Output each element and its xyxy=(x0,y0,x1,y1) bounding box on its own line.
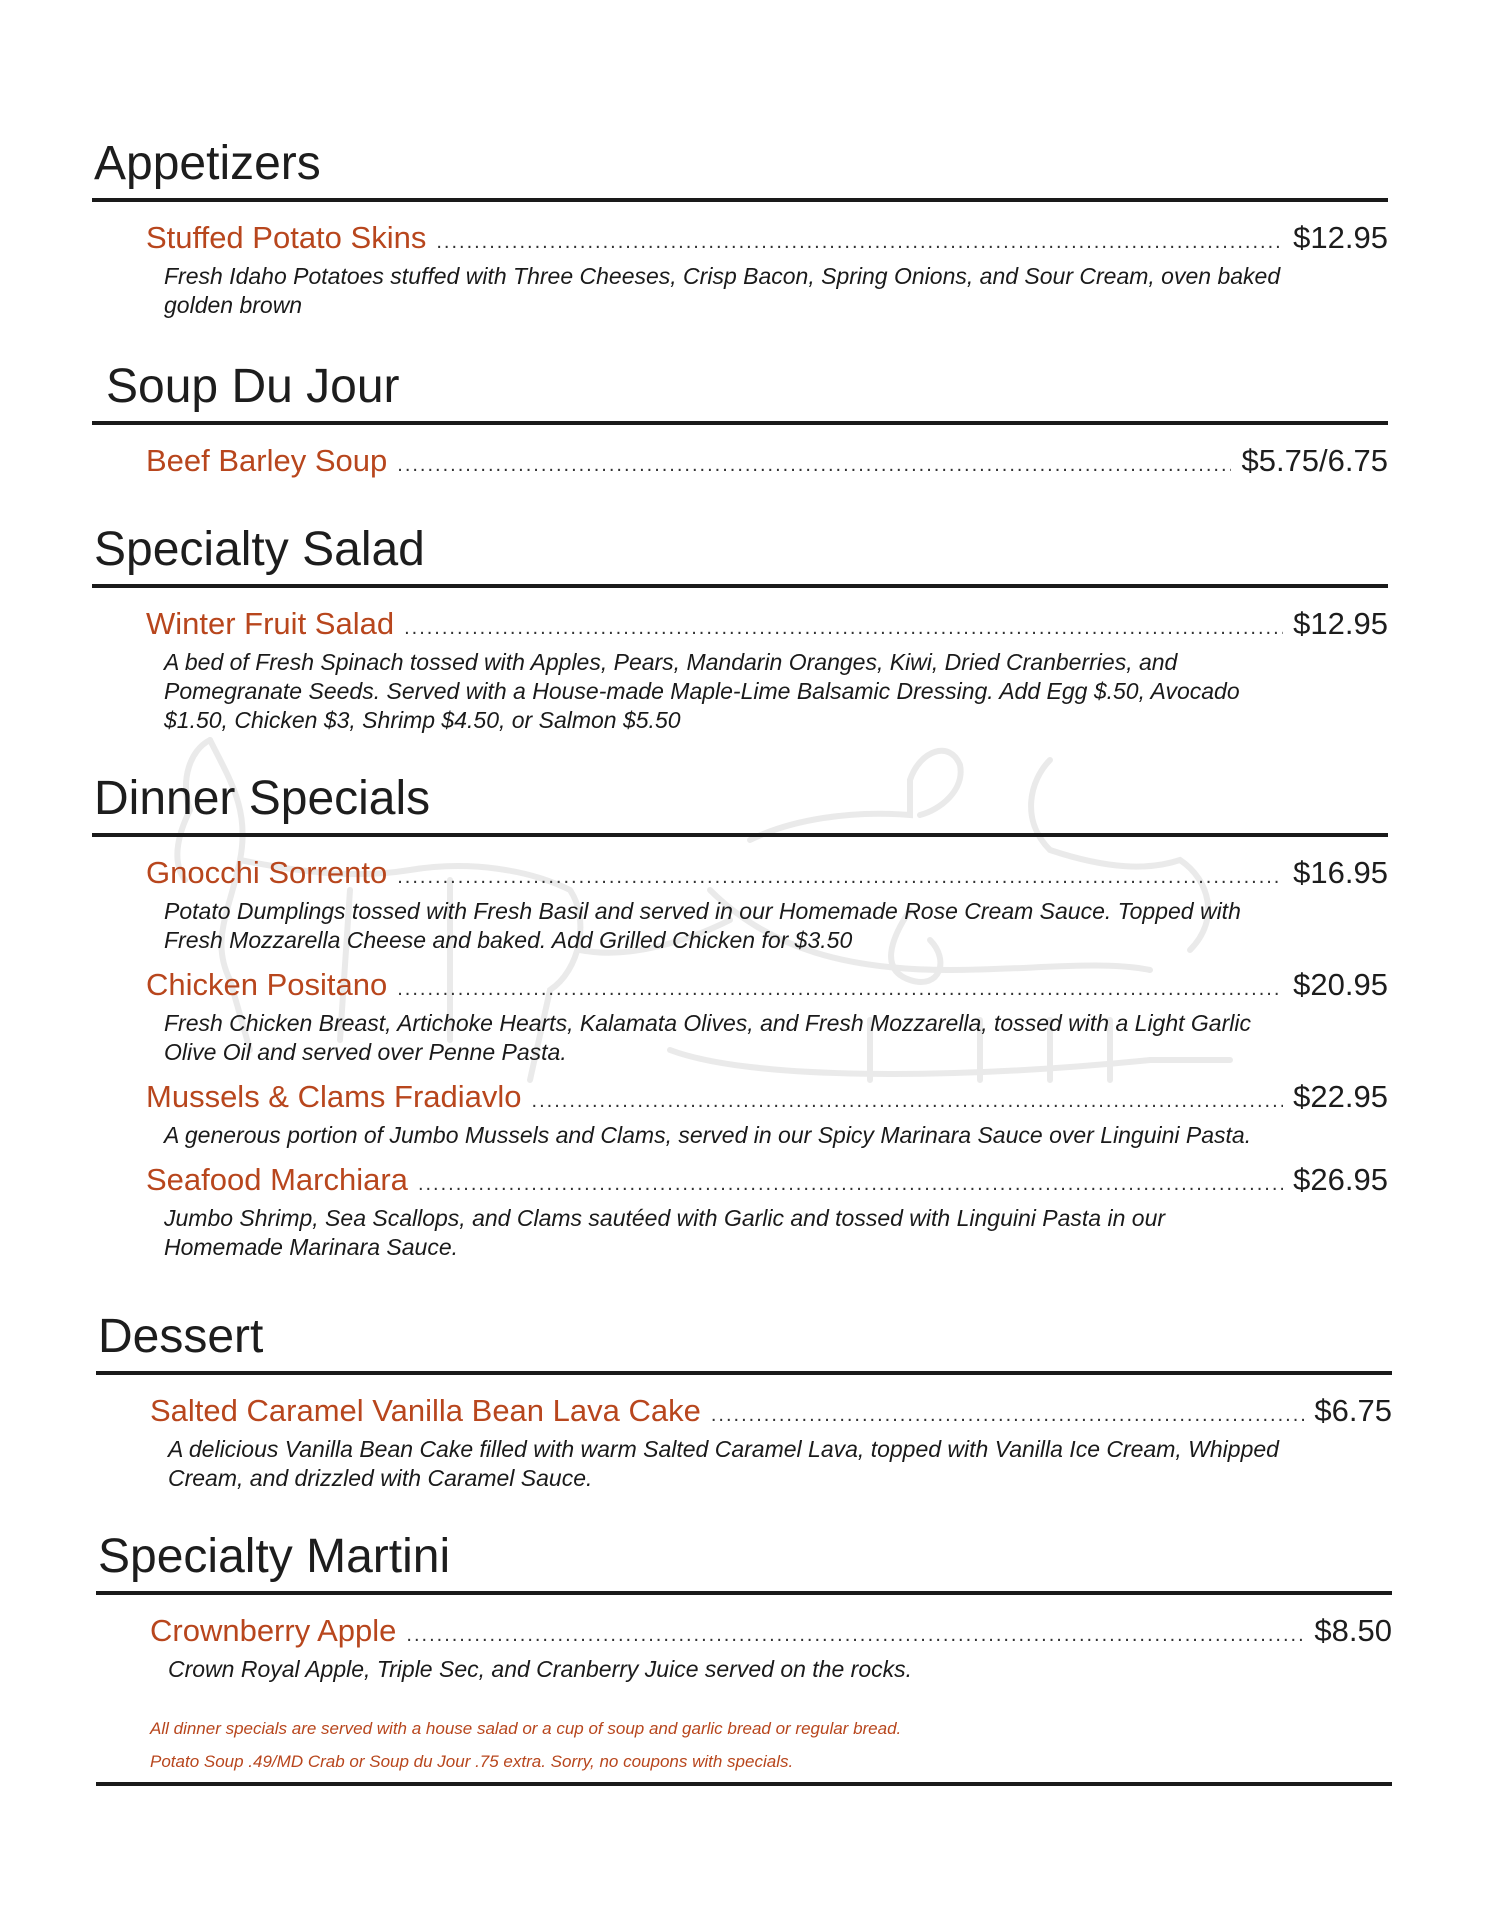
footer-notes xyxy=(96,1712,1392,1786)
dot-leader xyxy=(418,1166,1283,1202)
section-dinner-specials xyxy=(92,772,1388,1262)
dot-leader xyxy=(397,859,1283,895)
item-price: $26.95 xyxy=(1293,1162,1388,1197)
section-divider xyxy=(92,584,1388,588)
item-price: $22.95 xyxy=(1293,1079,1388,1114)
item-description: A generous portion of Jumbo Mussels and Clams, served in our Spicy Marinara Sauce over Linguini Pasta. xyxy=(164,1122,1252,1148)
footer-divider xyxy=(96,1782,1392,1786)
item-price: $5.75/6.75 xyxy=(1241,443,1388,478)
section-dessert xyxy=(96,1310,1392,1493)
item-name: Beef Barley Soup xyxy=(146,443,388,478)
dot-leader xyxy=(397,447,1231,483)
item-description: Crown Royal Apple, Triple Sec, and Cranberry Juice served on the rocks. xyxy=(168,1656,912,1682)
menu-item xyxy=(150,1613,1392,1684)
item-name: Gnocchi Sorrento xyxy=(146,855,388,890)
menu-item xyxy=(146,967,1388,1067)
section-divider xyxy=(96,1591,1392,1595)
item-name: Mussels & Clams Fradiavlo xyxy=(146,1079,522,1114)
dot-leader xyxy=(404,610,1283,646)
section-title: Specialty Martini xyxy=(98,1530,451,1583)
item-name: Seafood Marchiara xyxy=(146,1162,408,1197)
item-description: A bed of Fresh Spinach tossed with Apples, Pears, Mandarin Oranges, Kiwi, Dried Cranberries, and Pomegranate Seeds. Served with a House-made Maple-Lime Balsamic Dressing. Add Egg $.50, Avocado $1.50, Chicken $3, Shrimp $4.50, or Salmon $5.50 xyxy=(164,649,1240,733)
item-description: Fresh Idaho Potatoes stuffed with Three Cheeses, Crisp Bacon, Spring Onions, and Sour Cream, oven baked golden brown xyxy=(164,263,1281,318)
footer-note-line: Potato Soup .49/MD Crab or Soup du Jour .75 extra. Sorry, no coupons with specials. xyxy=(150,1752,794,1771)
section-title: Soup Du Jour xyxy=(106,360,400,413)
item-description: A delicious Vanilla Bean Cake filled with warm Salted Caramel Lava, topped with Vanilla Ice Cream, Whipped Cream, and drizzled with Caramel Sauce. xyxy=(168,1436,1279,1491)
item-name: Chicken Positano xyxy=(146,967,388,1002)
menu-item xyxy=(146,1162,1388,1262)
item-name: Stuffed Potato Skins xyxy=(146,220,427,255)
menu-item xyxy=(146,855,1388,955)
section-title: Dessert xyxy=(98,1310,264,1363)
menu-item xyxy=(146,443,1388,483)
menu-item xyxy=(146,220,1388,320)
section-title: Specialty Salad xyxy=(94,523,425,576)
section-divider xyxy=(92,198,1388,202)
menu-item xyxy=(150,1393,1392,1493)
item-name: Winter Fruit Salad xyxy=(146,606,395,641)
dot-leader xyxy=(397,971,1283,1007)
dot-leader xyxy=(406,1617,1304,1653)
item-price: $12.95 xyxy=(1293,220,1388,255)
item-price: $8.50 xyxy=(1314,1613,1392,1648)
section-title: Appetizers xyxy=(94,137,321,190)
item-price: $6.75 xyxy=(1314,1393,1392,1428)
item-description: Jumbo Shrimp, Sea Scallops, and Clams sautéed with Garlic and tossed with Linguini Pasta in our Homemade Marinara Sauce. xyxy=(164,1205,1166,1260)
section-specialty-martini xyxy=(96,1530,1392,1684)
section-soup-du-jour xyxy=(92,360,1388,483)
dot-leader xyxy=(532,1083,1284,1119)
item-price: $12.95 xyxy=(1293,606,1388,641)
menu-item xyxy=(146,606,1388,735)
menu-item xyxy=(146,1079,1388,1150)
section-divider xyxy=(92,833,1388,837)
item-description: Fresh Chicken Breast, Artichoke Hearts, Kalamata Olives, and Fresh Mozzarella, tossed with a Light Garlic Olive Oil and served over Penne Pasta. xyxy=(164,1010,1251,1065)
item-description: Potato Dumplings tossed with Fresh Basil and served in our Homemade Rose Cream Sauce. Topped with Fresh Mozzarella Cheese and baked. Add Grilled Chicken for $3.50 xyxy=(164,898,1241,953)
item-name: Salted Caramel Vanilla Bean Lava Cake xyxy=(150,1393,701,1428)
item-price: $20.95 xyxy=(1293,967,1388,1002)
section-appetizers xyxy=(92,137,1388,320)
dot-leader xyxy=(436,224,1283,260)
item-name: Crownberry Apple xyxy=(150,1613,397,1648)
item-price: $16.95 xyxy=(1293,855,1388,890)
footer-note-line: All dinner specials are served with a house salad or a cup of soup and garlic bread or regular bread. xyxy=(150,1719,902,1738)
dot-leader xyxy=(711,1397,1305,1433)
section-title: Dinner Specials xyxy=(94,772,431,825)
section-divider xyxy=(92,421,1388,425)
section-divider xyxy=(96,1371,1392,1375)
section-specialty-salad xyxy=(92,523,1388,735)
